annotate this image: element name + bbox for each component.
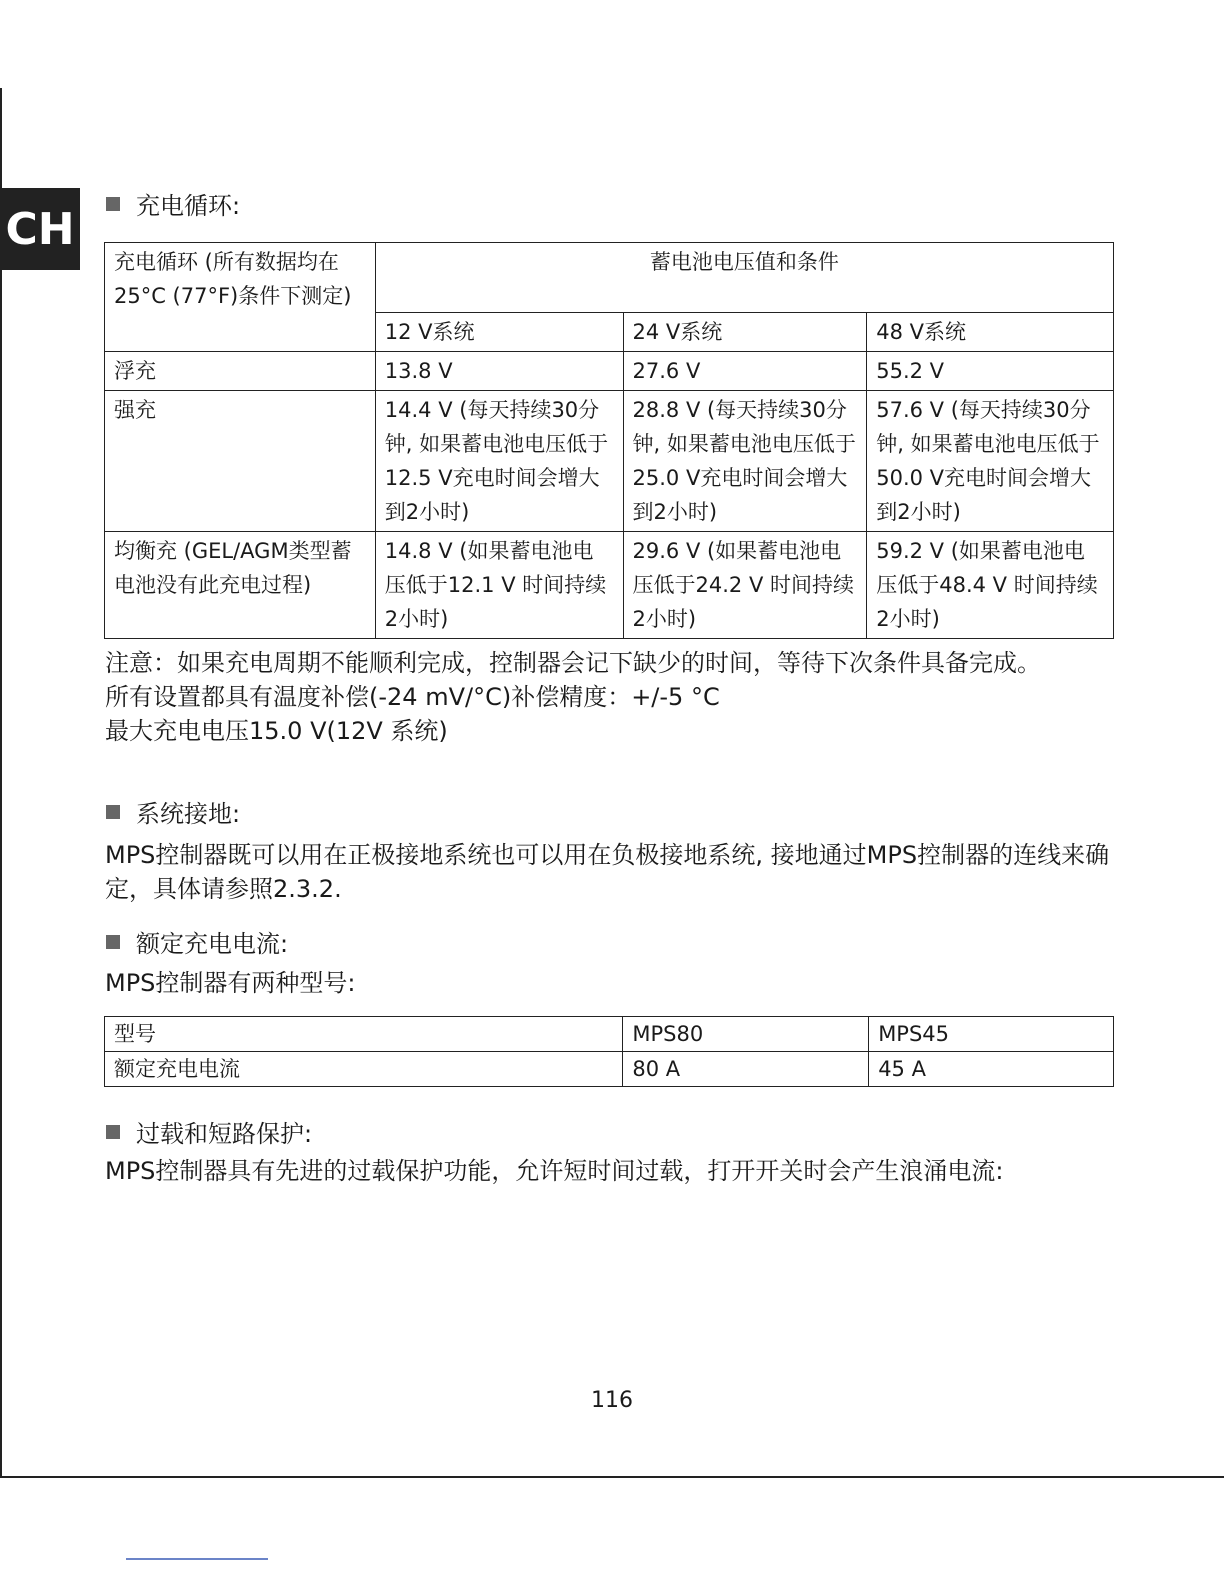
- language-tab: CH: [0, 188, 80, 270]
- bullet-square-icon: [106, 1125, 120, 1139]
- model-name: MPS80: [623, 1017, 869, 1052]
- model-name: MPS45: [869, 1017, 1114, 1052]
- grounding-heading: [106, 794, 240, 829]
- cell-24v: 29.6 V (如果蓄电池电压低于24.2 V 时间持续2小时): [623, 532, 867, 639]
- table-row: [105, 391, 1114, 532]
- page-border-left: [0, 88, 2, 1478]
- protection-heading: [106, 1114, 312, 1149]
- cell-48v: 59.2 V (如果蓄电池电压低于48.4 V 时间持续2小时): [867, 532, 1114, 639]
- charge-cycle-table: [104, 242, 1114, 639]
- bullet-square-icon: [106, 935, 120, 949]
- note-max-voltage: 最大充电电压15.0 V(12V 系统): [105, 717, 448, 745]
- model-current: 80 A: [623, 1052, 869, 1087]
- bullet-square-icon: [106, 805, 120, 819]
- cell-12v: 14.4 V (每天持续30分钟, 如果蓄电池电压低于12.5 V充电时间会增大到2小时): [375, 391, 623, 532]
- heading-text: 过载和短路保护:: [136, 1120, 313, 1148]
- rated-current-heading: [106, 924, 288, 959]
- header-left-cell: 充电循环 (所有数据均在25°C (77°F)条件下测定): [105, 243, 376, 352]
- bullet-square-icon: [106, 197, 120, 211]
- table-row: [105, 1017, 1114, 1052]
- notes-block: [105, 646, 1117, 748]
- grounding-paragraph: MPS控制器既可以用在正极接地系统也可以用在负极接地系统, 接地通过MPS控制器的连线来确定，具体请参照2.3.2.: [105, 841, 1110, 903]
- cell-12v: 14.8 V (如果蓄电池电压低于12.1 V 时间持续2小时): [375, 532, 623, 639]
- system-24v-header: 24 V系统: [623, 313, 867, 352]
- models-intro: MPS控制器有两种型号:: [105, 969, 356, 997]
- header-right-cell: 蓄电池电压值和条件: [375, 243, 1113, 313]
- page-number: 116: [591, 1388, 633, 1413]
- row-label: 浮充: [105, 352, 376, 391]
- cell-24v: 28.8 V (每天持续30分钟, 如果蓄电池电压低于25.0 V充电时间会增大到2小时): [623, 391, 867, 532]
- note-temperature-compensation: 所有设置都具有温度补偿(-24 mV/°C)补偿精度：+/-5 °C: [105, 683, 720, 711]
- current-label: 额定充电电流: [105, 1052, 623, 1087]
- row-label: 均衡充 (GEL/AGM类型蓄电池没有此充电过程): [105, 532, 376, 639]
- system-48v-header: 48 V系统: [867, 313, 1114, 352]
- heading-text: 系统接地:: [136, 800, 241, 828]
- model-label: 型号: [105, 1017, 623, 1052]
- cell-24v: 27.6 V: [623, 352, 867, 391]
- row-label: 强充: [105, 391, 376, 532]
- note-incomplete-cycle: 注意：如果充电周期不能顺利完成，控制器会记下缺少的时间，等待下次条件具备完成。: [105, 649, 1041, 677]
- model-current: 45 A: [869, 1052, 1114, 1087]
- cell-12v: 13.8 V: [375, 352, 623, 391]
- charge-cycle-heading: [106, 186, 240, 221]
- protection-paragraph: MPS控制器具有先进的过载保护功能，允许短时间过载，打开开关时会产生浪涌电流:: [105, 1157, 1004, 1185]
- model-table: [104, 1016, 1114, 1087]
- system-12v-header: 12 V系统: [375, 313, 623, 352]
- footer-rule: [126, 1558, 268, 1560]
- cell-48v: 55.2 V: [867, 352, 1114, 391]
- heading-text: 额定充电电流:: [136, 930, 289, 958]
- table-row: [105, 532, 1114, 639]
- cell-48v: 57.6 V (每天持续30分钟, 如果蓄电池电压低于50.0 V充电时间会增大到2小时): [867, 391, 1114, 532]
- table-row: [105, 352, 1114, 391]
- table-row: [105, 1052, 1114, 1087]
- page-border-bottom: [0, 1476, 1224, 1478]
- heading-text: 充电循环:: [136, 192, 241, 220]
